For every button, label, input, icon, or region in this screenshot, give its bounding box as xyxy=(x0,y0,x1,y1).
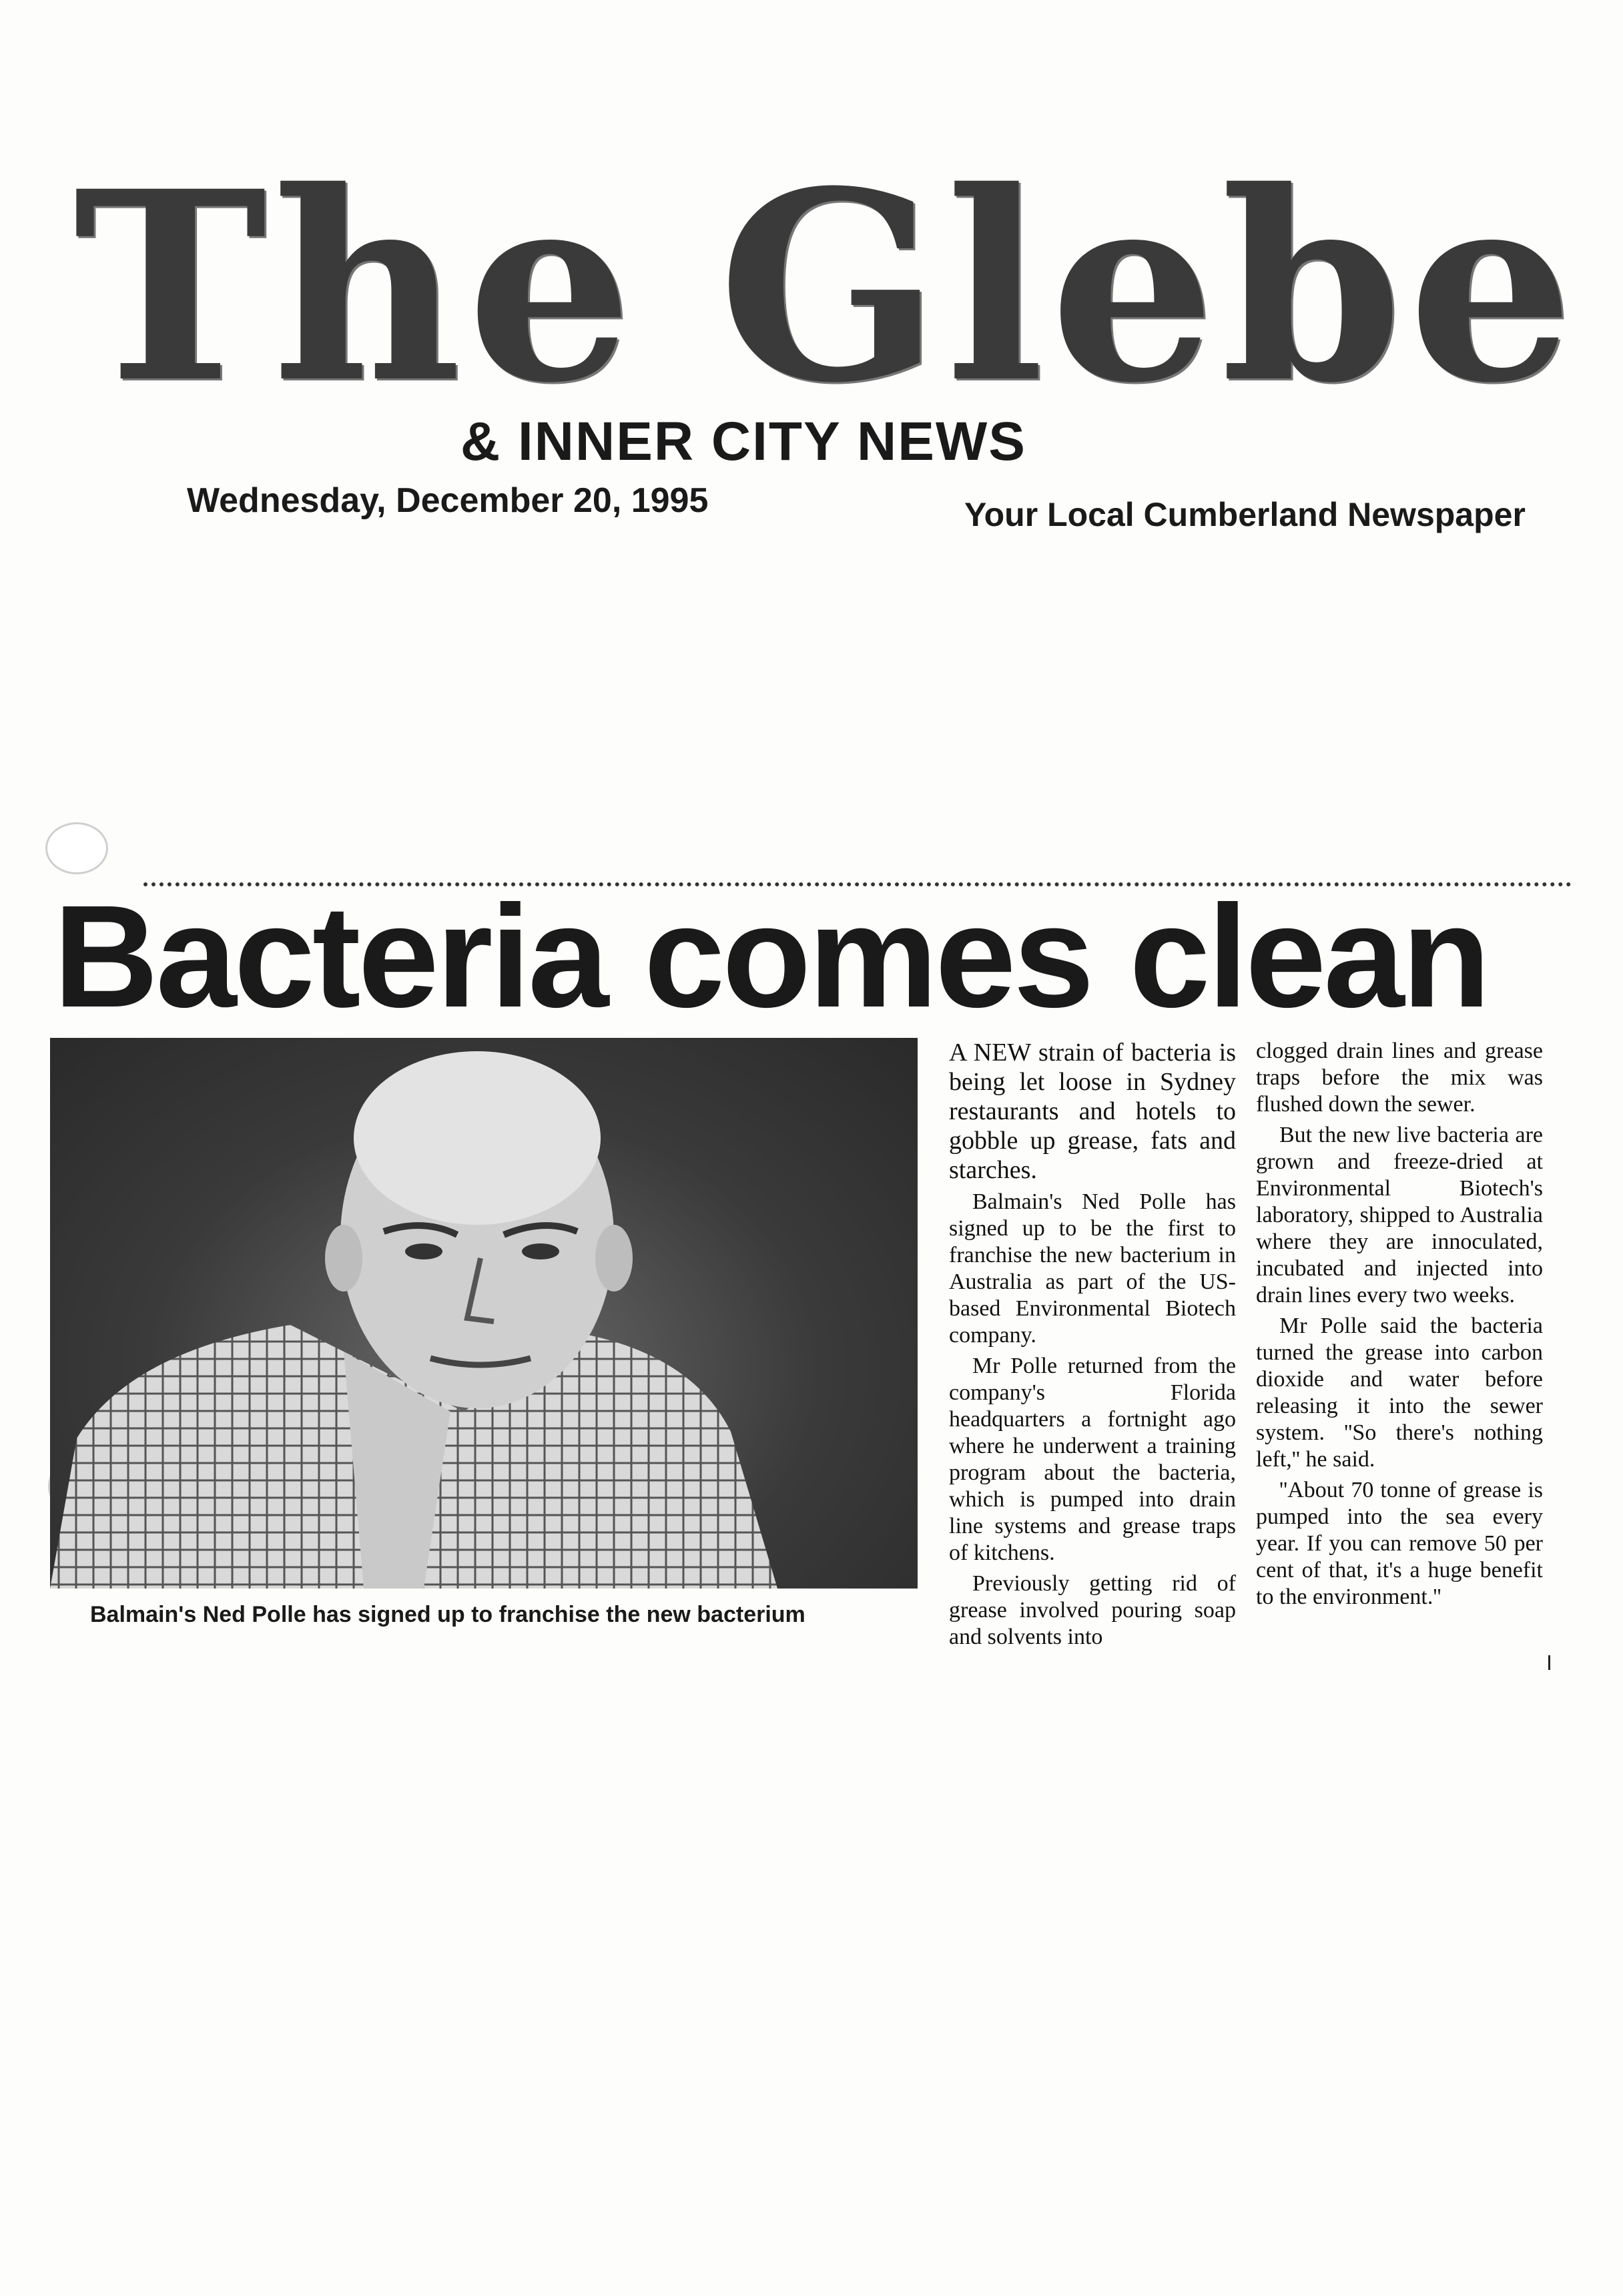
masthead-tagline: Your Local Cumberland Newspaper xyxy=(964,496,1526,533)
article-paragraph: Balmain's Ned Polle has signed up to be the first to franchise the new bacterium in Australia as part of the US-based Environmental Biotech company. xyxy=(949,1189,1236,1348)
article-paragraph: ''About 70 tonne of grease is pumped into the sea every year. If you can remove 50 per cent of that, it's a huge benefit to the environment.'' xyxy=(1256,1478,1543,1609)
margin-mark xyxy=(1548,1655,1550,1670)
article-paragraph: Previously getting rid of grease involved pouring soap and solvents into xyxy=(949,1571,1236,1649)
article-paragraph: Mr Polle said the bacteria turned the grease into carbon dioxide and water before releasing it into the sewer system. ''So there's nothing left,'' he said. xyxy=(1256,1314,1543,1472)
punch-hole-top xyxy=(45,822,108,874)
photo-caption: Balmain's Ned Polle has signed up to franchise the new bacterium xyxy=(90,1602,805,1627)
portrait-illustration xyxy=(50,1038,918,1589)
article-photo xyxy=(50,1038,918,1589)
article-column-1 xyxy=(949,1038,1236,1655)
issue-date: Wednesday, December 20, 1995 xyxy=(187,481,709,520)
article-paragraph: Mr Polle returned from the company's Florida headquarters a fortnight ago where he underwent a training program about the bacteria, which is pumped into drain line systems and grease traps of kitchens. xyxy=(949,1354,1236,1565)
article-paragraph: clogged drain lines and grease traps before the mix was flushed down the sewer. xyxy=(1256,1039,1543,1117)
masthead-subtitle: & INNER CITY NEWS xyxy=(460,411,1026,472)
masthead-title xyxy=(73,134,1580,440)
masthead-word-glebe: Glebe xyxy=(717,134,1580,440)
article-paragraph: But the new live bacteria are grown and freeze-dried at Environmental Biotech's laboratory, shipped to Australia where they are innoculated, incubated and injected into drain lines every two weeks. xyxy=(1256,1123,1543,1308)
masthead-word-the: The xyxy=(73,134,638,440)
article-paragraph: A NEW strain of bacteria is being let loose in Sydney restaurants and hotels to gobble up grease, fats and starches. xyxy=(949,1039,1236,1184)
article-column-2 xyxy=(1256,1038,1543,1615)
article-headline: Bacteria comes clean xyxy=(53,876,1488,1038)
